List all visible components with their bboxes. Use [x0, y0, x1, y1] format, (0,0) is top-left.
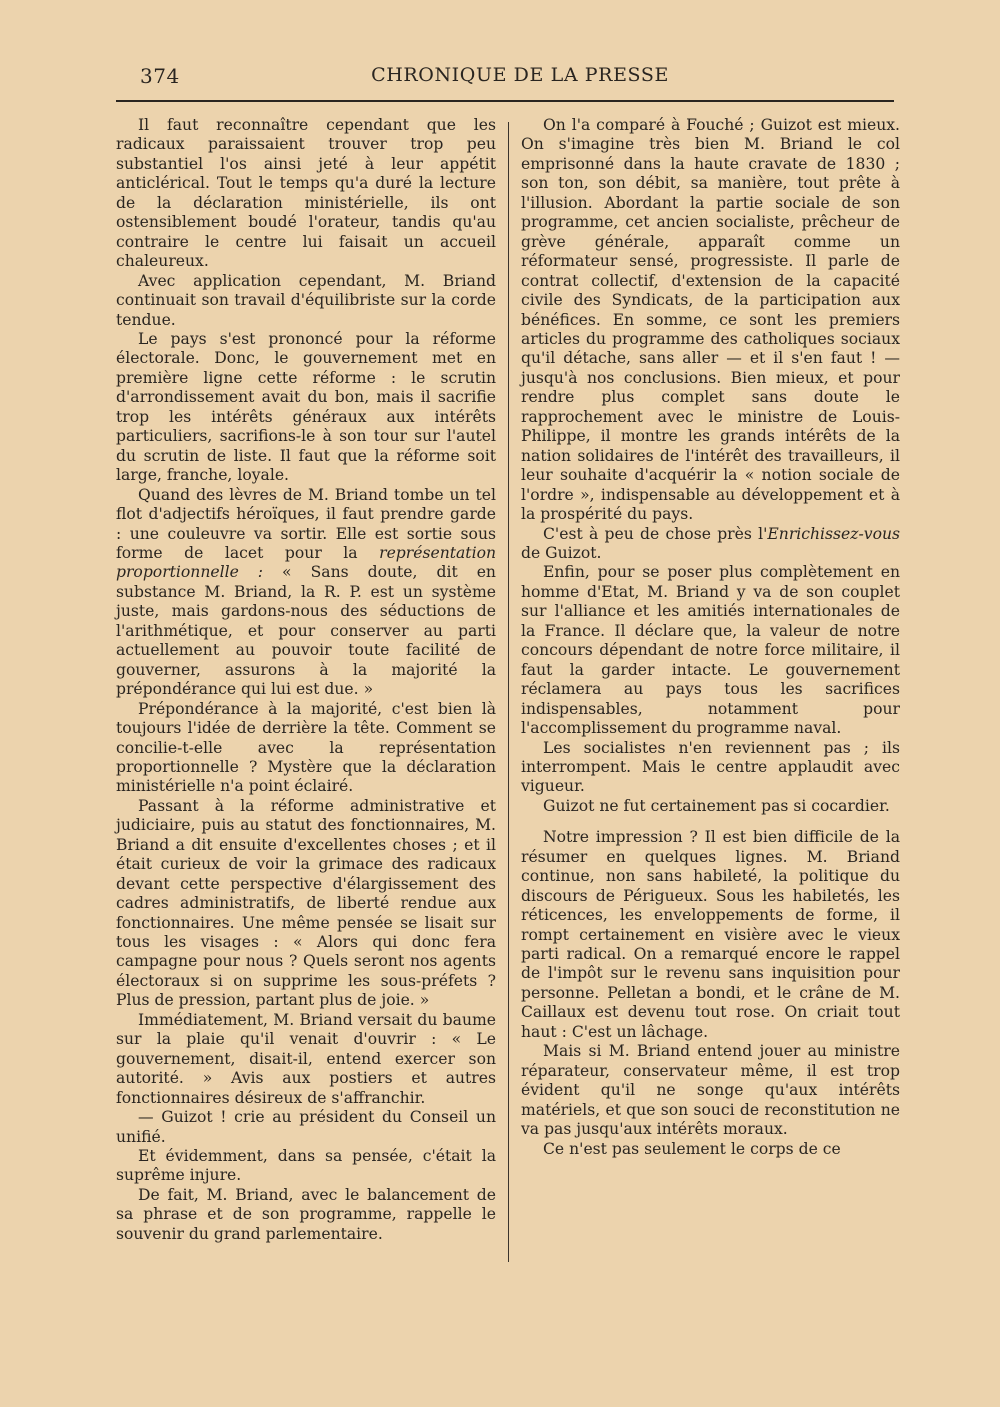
italic-text: Enrichissez-vous: [767, 524, 900, 543]
paragraph: Mais si M. Briand entend jouer au ministre réparateur, conservateur même, il est trop évident qu'il ne songe qu'aux intérêts matériels, et que son souci de reconstitution ne va pas jusqu'aux intérêts moraux.: [521, 1042, 900, 1139]
paragraph: [116, 486, 496, 700]
paragraph: Immédiatement, M. Briand versait du baume sur la plaie qu'il venait d'ouvrir : « Le gouvernement, disait-il, entend exercer son autorité. » Avis aux postiers et autres fonctionnaires désireux de s'affranchir.: [116, 1010, 496, 1107]
paragraph: Avec application cependant, M. Briand continuait son travail d'équilibriste sur la corde tendue.: [116, 271, 496, 329]
paragraph: [521, 525, 900, 564]
page-header: [140, 64, 900, 90]
paragraph: Ce n'est pas seulement le corps de ce: [543, 1139, 841, 1158]
paragraph: Et évidemment, dans sa pensée, c'était la suprême injure.: [116, 1147, 496, 1185]
italic-text: représentation proportionnelle :: [116, 543, 496, 582]
paragraph: Les socialistes n'en reviennent pas ; ils interrompent. Mais le centre applaudit avec vigueur.: [521, 738, 900, 796]
right-column: [521, 116, 900, 1159]
paragraph-text: Quand des lèvres de M. Briand tombe un tel flot d'adjectifs héroïques, il faut prendre garde : une couleuvre va sortir. Elle est sortie sous forme de lacet pour la: [116, 485, 496, 562]
paragraph: Passant à la réforme administrative et judiciaire, puis au statut des fonctionnaires, M. Briand a dit ensuite d'excellentes choses ; et il était curieux de voir la grimace des radicaux devant cette perspective d'élargissement des cadres administratifs, de liberté rendue aux fonctionnaires. Une même pensée se lisait sur tous les visages : « Alors qui donc fera campagne pour nous ? Quels seront nos agents électoraux si on supprime les sous-préfets ? Plus de pression, partant plus de joie. »: [116, 796, 496, 1010]
left-column: [116, 116, 496, 1244]
paragraph-text: de Guizot.: [521, 543, 602, 562]
paragraph: On l'a comparé à Fouché ; Guizot est mieux. On s'imagine très bien M. Briand le col emprisonné dans la haute cravate de 1830 ; son ton, son débit, sa manière, tout prête à l'illusion. Abordant la partie sociale de son programme, cet ancien socialiste, prêcheur de grève générale, apparaît comme un réformateur sensé, progressiste. Il parle de contrat collectif, d'extension de la capacité civile des Syndicats, de la participation aux bénéfices. En somme, ce sont les premiers articles du programme des catholiques sociaux qu'il détache, sans aller — et il s'en faut ! — jusqu'à nos conclusions. Bien mieux, et pour rendre plus complet sans doute le rapprochement avec le ministre de Louis-Philippe, il montre les grands intérêts de la nation solidaires de l'intérêt des travailleurs, il leur souhaite d'acquérir la « notion sociale de l'ordre », indispensable au développement et à la prospérité du pays.: [521, 116, 900, 524]
paragraph: De fait, M. Briand, avec le balancement de sa phrase et de son programme, rappelle le souvenir du grand parlementaire.: [116, 1185, 496, 1243]
paragraph: — Guizot ! crie au président du Conseil un unifié.: [116, 1108, 496, 1146]
page-number: 374: [140, 64, 180, 88]
column-divider: [508, 122, 509, 1262]
paragraph: Notre impression ? Il est bien difficile de la résumer en quelques lignes. M. Briand continue, non sans habileté, la politique du discours de Périgueux. Sous les habiletés, les réticences, les enveloppements de forme, il rompt certainement en visière avec le vieux parti radical. On a remarqué encore le rappel de l'impôt sur le revenu sans inquisition pour personne. Pelletan a bondi, et le crâne de M. Caillaux est devenu tout rose. On criait tout haut : C'est un lâchage.: [521, 828, 900, 1041]
paragraph: Enfin, pour se poser plus complètement en homme d'Etat, M. Briand y va de son couplet sur l'alliance et les amitiés internationales de la France. Il déclare que, la valeur de notre concours dépendant de notre force militaire, il faut la garder intacte. Le gouvernement réclamera au pays tous les sacrifices indispensables, notamment pour l'accomplissement du programme naval.: [521, 563, 900, 738]
header-rule: [116, 100, 894, 102]
paragraph: Prépondérance à la majorité, c'est bien là toujours l'idée de derrière la tête. Comment se concilie-t-elle avec la représentation proportionnelle ? Mystère que la déclaration ministérielle n'a point éclairé.: [116, 699, 496, 796]
paragraph: Il faut reconnaître cependant que les radicaux paraissaient trouver trop peu substantiel l'os ainsi jeté à leur appétit anticlérical. Tout le temps qu'a duré la lecture de la déclaration ministérielle, ils ont ostensiblement boudé l'orateur, tandis qu'au contraire le centre lui faisait un accueil chaleureux.: [116, 116, 496, 271]
running-title: CHRONIQUE DE LA PRESSE: [371, 64, 669, 86]
paragraph-text: C'est à peu de chose près l': [543, 524, 768, 543]
paragraph: Guizot ne fut certainement pas si cocardier.: [543, 796, 890, 815]
paragraph-text: « Sans doute, dit en substance M. Briand, la R. P. est un système juste, mais gardons-nous des séductions de l'arithmétique, et pour conserver au parti actuellement au pouvoir toute facilité de gouverner, assurons à la majorité la prépondérance qui lui est due. »: [116, 563, 496, 699]
paragraph: Le pays s'est prononcé pour la réforme électorale. Donc, le gouvernement met en première ligne cette réforme : le scrutin d'arrondissement avait du bon, mais il sacrifie trop les intérêts généraux aux intérêts particuliers, sacrifions-le à son tour sur l'autel du scrutin de liste. Il faut que la réforme soit large, franche, loyale.: [116, 329, 496, 485]
